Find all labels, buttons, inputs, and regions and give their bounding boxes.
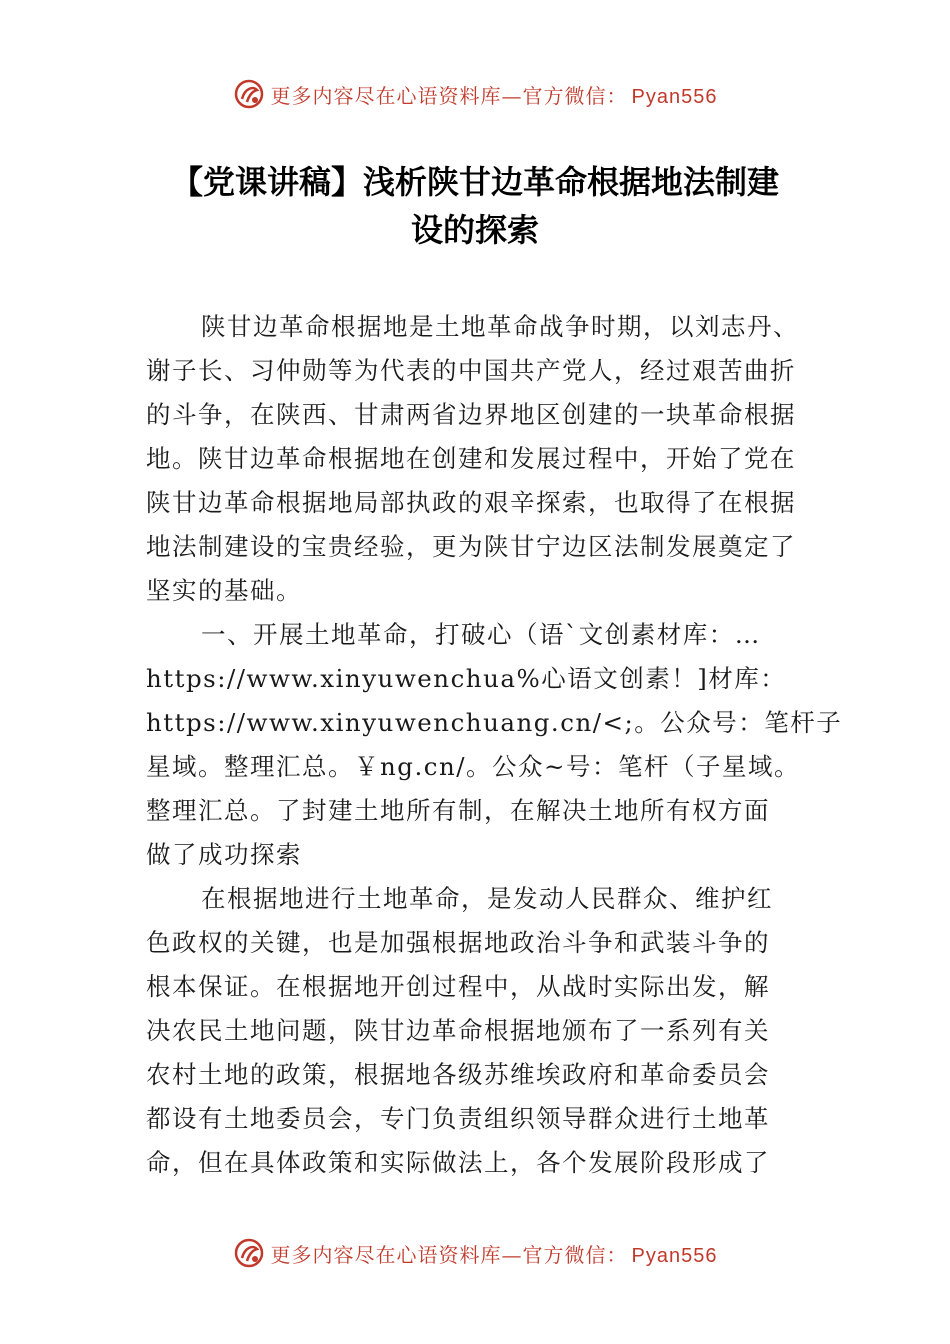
header-banner-text: 更多内容尽在心语资料库—官方微信： Pyan556 <box>270 83 718 108</box>
title-line: 设的探索 <box>410 211 539 249</box>
title-line: 【党课讲稿】浅析陕甘边革命根据地法制建 <box>170 163 779 201</box>
brand-logo-icon <box>233 78 265 110</box>
footer-banner <box>0 1233 950 1273</box>
brand-logo-icon <box>233 1237 265 1269</box>
text-line: 命，但在具体政策和实际做法上，各个发展阶段形成了 <box>146 1148 770 1177</box>
footer-banner-text: 更多内容尽在心语资料库—官方微信： Pyan556 <box>270 1242 718 1267</box>
text-line: https://www.xinyuwenchua%心语文创素！]材库： <box>146 664 787 693</box>
text-line: 做了成功探索 <box>146 840 302 869</box>
text-line: 决农民土地问题，陕甘边革命根据地颁布了一系列有关 <box>146 1016 770 1045</box>
text-line: 地。陕甘边革命根据地在创建和发展过程中，开始了党在 <box>146 444 796 473</box>
text-line: 的斗争，在陕西、甘肃两省边界地区创建的一块革命根据 <box>146 400 796 429</box>
text-line: 农村土地的政策，根据地各级苏维埃政府和革命委员会 <box>146 1060 770 1089</box>
text-line: 地法制建设的宝贵经验，更为陕甘宁边区法制发展奠定了 <box>146 532 796 561</box>
text-line: 陕甘边革命根据地是土地革命战争时期，以刘志丹、 <box>201 312 799 341</box>
text-line: 根本保证。在根据地开创过程中，从战时实际出发，解 <box>146 972 770 1001</box>
text-line: 星域。整理汇总。￥ng.cn/。公众~号：笔杆（子星域。 <box>146 752 801 781</box>
wechat-id: Pyan556 <box>631 1244 718 1267</box>
text-line: https://www.xinyuwenchuang.cn/<;。公众号：笔杆子 <box>146 708 843 737</box>
text-line: 一、开展土地革命，打破心（语`文创素材库：… <box>201 620 761 649</box>
text-line: 整理汇总。了封建土地所有制，在解决土地所有权方面 <box>146 796 770 825</box>
text-line: 都设有土地委员会，专门负责组织领导群众进行土地革 <box>146 1104 770 1133</box>
text-line: 陕甘边革命根据地局部执政的艰辛探索，也取得了在根据 <box>146 488 796 517</box>
header-banner <box>0 74 950 114</box>
text-line: 色政权的关键，也是加强根据地政治斗争和武装斗争的 <box>146 928 770 957</box>
text-line: 谢子长、习仲勋等为代表的中国共产党人，经过艰苦曲折 <box>146 356 796 385</box>
text-line: 在根据地进行土地革命，是发动人民群众、维护红 <box>201 884 773 913</box>
text-line: 坚实的基础。 <box>146 576 302 605</box>
article-body <box>146 305 843 1185</box>
wechat-id: Pyan556 <box>631 85 718 108</box>
page-title <box>120 158 830 254</box>
